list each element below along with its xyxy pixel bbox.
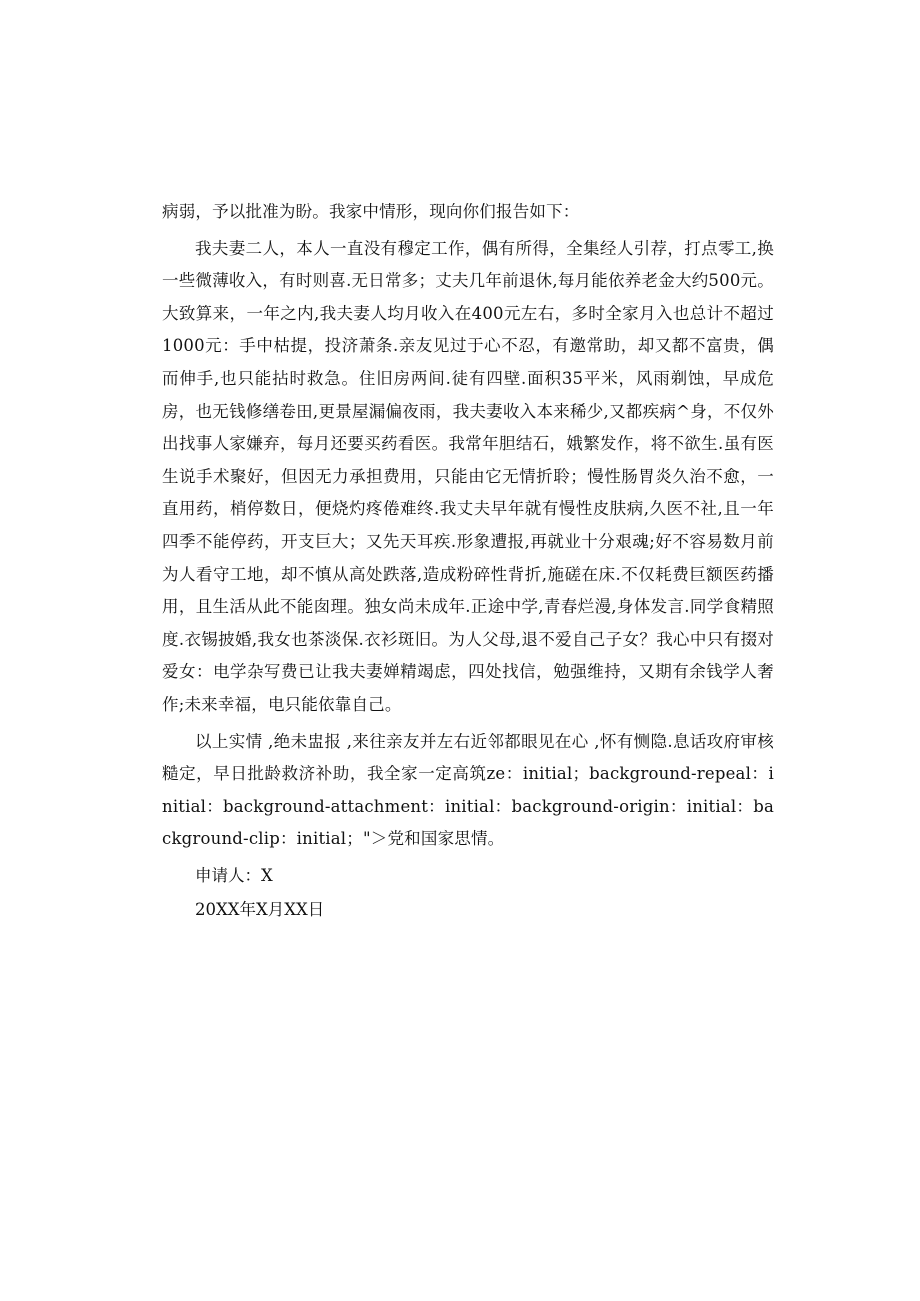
situation-paragraph: 我夫妻二人，本人一直没有穆定工作，偶有所得，全集经人引荐，打点零工,换一些微薄收入，有时则喜.无日常多；丈夫几年前退休,每月能依养老金大约500元。大致算来，一年之内,我夫妻人均月收入在400元左右，多时全家月入也总计不超过1000元：手中枯提，投济萧条.亲友见过于心不忍，有邀常助，却又都不富贵，偶而伸手,也只能拈时救急。住旧房两间.徒有四壁.面积35平米，风雨剃蚀，早成危房，也无钱修缮卷田,更景屋漏偏夜雨，我夫妻收入本来稀少,又都疾病^身，不仅外出找事人家嫌弃，每月还要买药看医。我常年胆结石，娥繁发作，将不欲生.虽有医生说手术聚好，但因无力承担费用，只能由它无情折聆；慢性肠胃炎久治不愈，一直用药，梢停数日，便烧灼疼倦难终.我丈夫早年就有慢性皮肤病,久医不社,且一年四季不能停药，开支巨大；又先天耳疾.形象遭报,再就业十分艰魂;好不容易数月前为人看守工地，却不慎从高处跌落,造成粉碎性背折,施磋在床.不仅耗费巨额医药播用，且生活从此不能囱理。独女尚未成年.正途中学,青春烂漫,身体发言.同学食精照度.衣锡披婚,我女也茶淡保.衣衫斑旧。为人父母,退不爱自己子女？我心中只有掇对爱女：电学杂写费已让我夫妻婵精竭虑，四处找信，勉强维持，又期有余钱学人奢作;未来幸福，电只能依靠自己。 (162, 238, 774, 714)
closing-paragraph: 以上实情 ,绝未盅报 ,来往亲友并左右近邻都眼见在心 ,怀有恻隐.息话攻府审核糙定，早日批龄救济补助，我全家一定高筑ze：initial；background-repeal：initial：background-attachment：initial：background-origin：initial：background-clip：initial；"＞党和国家思情。 (162, 731, 774, 849)
date-line: 20XX年X月XX日 (195, 900, 325, 920)
applicant-line: 申请人：X (195, 865, 273, 885)
intro-paragraph: 病弱，予以批准为盼。我家中情形，现向你们报告如下： (162, 202, 580, 221)
document-body (162, 196, 774, 927)
